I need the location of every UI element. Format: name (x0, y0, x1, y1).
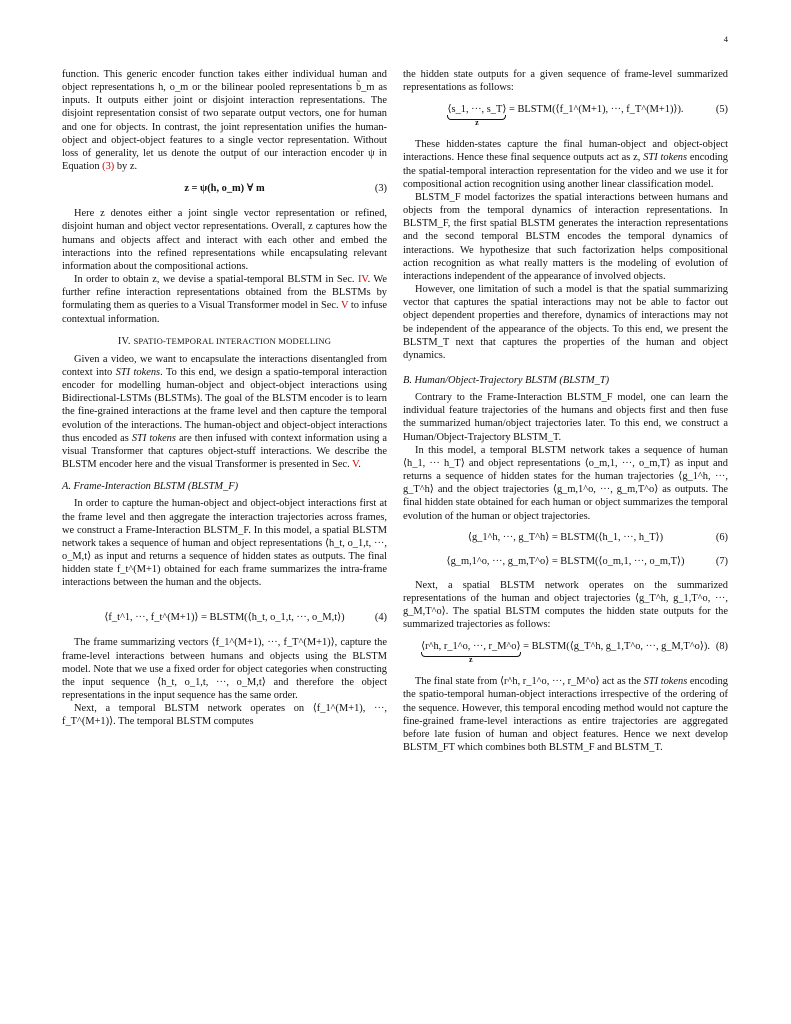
underbrace (421, 640, 521, 665)
text: Given a video, we want to encapsulate the interactions disentangled from context into (62, 353, 387, 378)
text: . (358, 459, 361, 471)
equation-3 (62, 178, 387, 202)
equation-body: z = ψ(h, o_m) ∀ m (184, 183, 265, 195)
equation-number: (7) (715, 555, 728, 567)
text: encoding the spatio-temporal human-object interactions irrespective of the ordering of the sequence. However, this temporal encoding method would not capture the fine-grained frame-level interactions as entire trajectories are aggregated before late fusion of human and object features. Hence we next develop BLSTM_FT which combines both BLSTM_F and BLSTM_T. (403, 676, 728, 754)
equation-body: ⟨g_m,1^o, ···, g_m,T^o⟩ = BLSTM(⟨o_m,1, ···, o_m,T⟩) (446, 555, 685, 567)
paragraph (403, 675, 728, 754)
paragraph: The frame summarizing vectors ⟨f_1^(M+1), ···, f_T^(M+1)⟩, capture the frame-level interactions between humans and objects using the BLSTM model. Note that we use a fixed order for object categories when constructing the input sequence ⟨h_t, o_1,t, ···, o_M,t⟩ and therefore the object representations in the input sequence has the same order. (62, 637, 387, 702)
underbrace (447, 103, 507, 128)
underbrace-label: z (469, 655, 473, 665)
equation-8 (403, 636, 728, 670)
equation-7 (403, 551, 728, 575)
text: encoding the spatial-temporal interaction representation for the video and we use it for compositional action recognition using another linear classification model. (403, 152, 728, 190)
paragraph: BLSTM_F model factorizes the spatial interactions between humans and objects from the temporal dynamics of interaction representations. In BLSTM_F, the first spatial BLSTM generates the interaction representations and the second temporal BLSTM encodes the temporal dynamics of interactions. We hypothesize that such factorization helps compositional action recognition as what really matters is the modeling of evolution of interactions independent of the appearance of involved objects. (403, 191, 728, 282)
equation-body: ⟨g_1^h, ···, g_T^h⟩ = BLSTM(⟨h_1, ···, h_T⟩) (467, 531, 664, 543)
paragraph: However, one limitation of such a model is that the spatial summarizing vector that captures the spatial interactions may not be able to factor out object dependent properties and therefore, dynamics of interactions may not be independent of the appearance of the objects. To this end, we present the BLSTM_T next that captures the properties of the human and object dynamics. (403, 284, 728, 361)
paragraph (403, 138, 728, 191)
section-title: SPATIO-TEMPORAL INTERACTION MODELLING (133, 335, 332, 346)
text: are then infused with context information using a visual Transformer that captures object-stuff interactions. We describe the BLSTM encoder here and the visual Transformer is presented in Sec. (62, 432, 387, 471)
equation-rhs: = BLSTM(⟨g_T^h, g_1,T^o, ···, g_M,T^o⟩). (523, 641, 710, 653)
term: STI tokens (115, 366, 161, 378)
text: In order to obtain z, we devise a spatial-temporal BLSTM in Sec. (74, 274, 355, 286)
text: These hidden-states capture the final human-object and object-object interactions. Hence these final sequence outputs act as z, (403, 139, 728, 164)
paragraph: Next, a temporal BLSTM network operates on ⟨f_1^(M+1), ···, f_T^(M+1)⟩. The temporal BLSTM computes (62, 703, 387, 728)
section-number: IV. (117, 335, 131, 347)
equation-ref-link[interactable]: (3) (102, 161, 115, 173)
right-column (403, 68, 728, 754)
paragraph (62, 68, 387, 173)
subsection-heading: A. Frame-Interaction BLSTM (BLSTM_F) (62, 481, 239, 493)
equation-number: (8) (715, 641, 728, 653)
paragraph: Here z denotes either a joint single vector representation or refined, disjoint human and object vector representations. Overall, z captures how the humans and objects affect and interact with each other and embed the interactions into the refined representations while encapsulating relevant information about the compositional actions. (62, 208, 387, 272)
paragraph (62, 353, 387, 471)
equation-number: (4) (374, 612, 387, 624)
equation-6 (403, 527, 728, 551)
paragraph: the hidden state outputs for a given sequence of frame-level summarized representations as follows: (403, 69, 728, 94)
section-heading (62, 335, 387, 348)
equation-rhs: = BLSTM(⟨f_1^(M+1), ···, f_T^(M+1)⟩). (508, 104, 684, 116)
term: STI tokens (643, 152, 688, 164)
underbrace-label: z (475, 118, 479, 128)
equation-lhs: ⟨s_1, ···, s_T⟩ (447, 104, 507, 116)
page-number: 4 (723, 34, 728, 44)
equation-number: (3) (374, 183, 387, 195)
paragraph: In order to capture the human-object and object-object interactions first at the frame level and then aggregate the interaction trajectories across frames, we construct a Frame-Interaction BLSTM_F. In this model, a spatial BLSTM network takes a sequence of human and object representations ⟨h_t, o_1,t, ···, o_M,t⟩ as input and returns a sequence of hidden states as outputs. The final hidden state f_t^(M+1) obtained for each frame summarizes the intra-frame interactions between the human and the objects. (62, 498, 387, 589)
left-column (62, 68, 387, 729)
text: by z. (116, 161, 138, 173)
equation-number: (5) (715, 104, 728, 116)
paragraph (62, 273, 387, 326)
term: STI tokens (131, 432, 176, 444)
equation-4 (62, 607, 387, 631)
paragraph: In this model, a temporal BLSTM network takes a sequence of human ⟨h_1, ··· h_T⟩ and object representations ⟨o_m,1, ···, o_m,T⟩ as input and returns a sequence of hidden states for the human trajectories ⟨g_1^h, ···, g_T^h⟩ and the object trajectories ⟨g_m,1^o, ···, g_m,T^o⟩ as outputs. The final hidden state obtained for each human or object summarizes the temporal evolution of the human or object trajectories. (403, 444, 728, 522)
equation-body: ⟨f_t^1, ···, f_t^(M+1)⟩ = BLSTM(⟨h_t, o_1,t, ···, o_M,t⟩) (104, 612, 345, 624)
text: . To this end, we design a spatio-temporal interaction encoder for modelling human-object and object-object interactions using Bidirectional-LSTMs (BLSTMs). The goal of the BLSTM encoder is to learn the fine-grained interactions at the frame level and then capture the temporal evolution of the interactions. The human-object and object-object interactions thus encoded as (62, 366, 387, 444)
section-ref-link[interactable]: V (340, 300, 349, 312)
paragraph: Contrary to the Frame-Interaction BLSTM_F model, one can learn the individual feature trajectories of the humans and objects first and then fuse the summarized human/object trajectories later. To this end, we construct a Human/Object-Trajectory BLSTM_T. (403, 392, 728, 443)
section-ref-link[interactable]: V (352, 459, 359, 471)
text: The final state from ⟨r^h, r_1^o, ···, r_M^o⟩ act as the (415, 676, 641, 688)
section-ref-link[interactable]: IV (357, 274, 368, 286)
equation-5 (403, 99, 728, 133)
term: STI tokens (643, 676, 688, 688)
equation-number: (6) (715, 531, 728, 543)
equation-lhs: ⟨r^h, r_1^o, ···, r_M^o⟩ (421, 641, 521, 653)
text: function. This generic encoder function takes either individual human and object representations h, o_m or the bilinear pooled representations b̃_m as inputs. It outputs either joint or disjoint interaction representations. The disjoint representation consist of two separate output vectors, one for human and one for objects. In contrast, the joint representation unifies the human-object and object-object features to a single vector representation. Without loss of generality, let us denote the output of our interaction encoder ψ in Equation (62, 69, 387, 173)
text: to infuse contextual information. (62, 300, 387, 325)
text: . We further refine interaction representations obtained from the BLSTMs by formulating them as queries to a Visual Transformer model in Sec. (62, 274, 387, 312)
paragraph: Next, a spatial BLSTM network operates on the summarized representations of the human and object trajectories ⟨g_T^h, g_1,T^o, ···, g_M,T^o⟩. The spatial BLSTM computes the hidden state outputs for the summarized trajectories as follows: (403, 579, 728, 631)
subsection-heading: B. Human/Object-Trajectory BLSTM (BLSTM_T) (403, 374, 610, 386)
